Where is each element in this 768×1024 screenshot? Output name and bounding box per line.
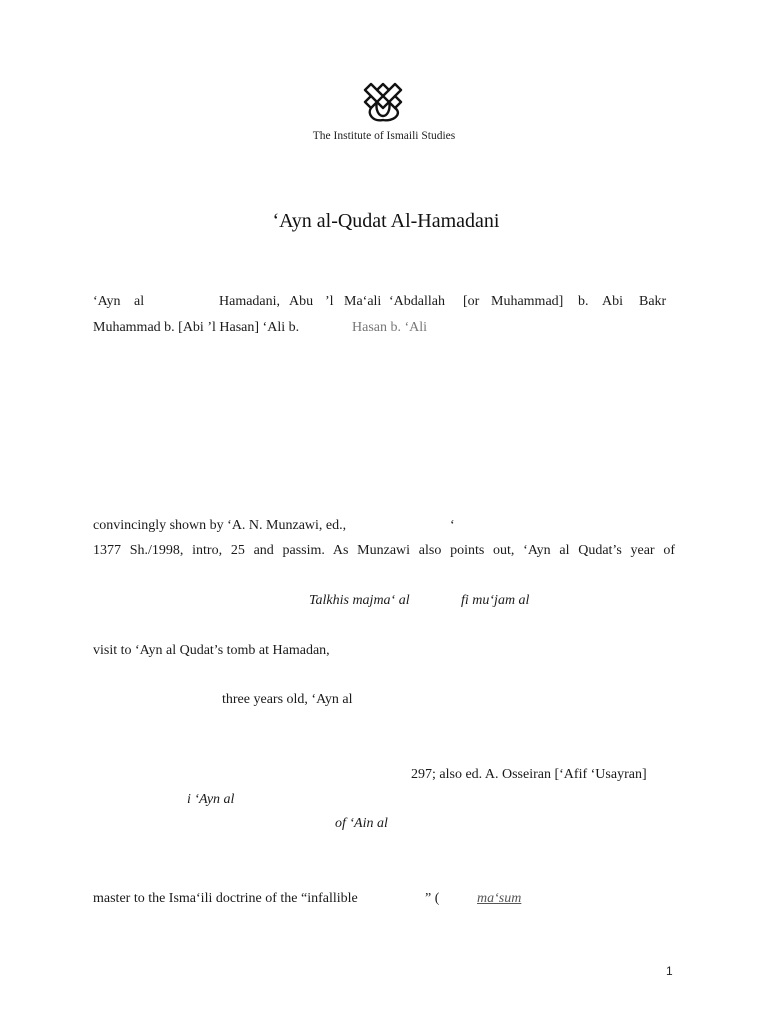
munzawi-line: convincingly shown by ‘A. N. Munzawi, ed., (93, 518, 347, 533)
word: ‘Ali (262, 320, 286, 335)
word: b. (578, 294, 589, 309)
para1-line2 (93, 319, 299, 337)
visit-line: visit to ‘Ayn al Qudat’s tomb at Hamadan, (93, 643, 330, 658)
word: Bakr (639, 294, 667, 309)
word: ‘Abdallah (389, 294, 445, 309)
talkhis-title-b: fi mu‘jam al (461, 593, 530, 608)
word: Ma‘ali (344, 294, 382, 309)
ain-italic: of ‘Ain al (335, 816, 388, 831)
word: Muhammad (93, 320, 161, 335)
quote-mark: ‘ (450, 518, 455, 533)
intro-text: 1377 Sh./1998, intro, 25 and passim. As Munzawi also points out, ‘Ayn al Qudat’s year of (93, 543, 675, 558)
masum-term: ma‘sum (477, 891, 522, 906)
three-years-line: three years old, ‘Ayn al (222, 692, 353, 707)
talkhis-title-a: Talkhis majma‘ al (309, 593, 410, 608)
ayn-italic: i ‘Ayn al (187, 792, 235, 807)
word: [Abi (178, 320, 204, 335)
para1-line2-grey: Hasan b. ‘Ali (352, 320, 428, 335)
page-number: 1 (666, 964, 673, 978)
word: ’l (325, 294, 334, 309)
word: al (134, 294, 145, 309)
word: [or (463, 294, 480, 309)
word: b. (164, 320, 175, 335)
iis-logo-icon (361, 80, 409, 124)
word: Hasan] (219, 320, 260, 335)
paren-open: ” ( (425, 891, 440, 906)
word: ‘Ayn (93, 294, 121, 309)
word: Abu (289, 294, 314, 309)
word: ’l (207, 320, 216, 335)
word: Hamadani, (219, 294, 281, 309)
para1-line1 (93, 293, 675, 311)
master-line: master to the Isma‘ili doctrine of the “infallible (93, 891, 358, 906)
word: Abi (602, 294, 623, 309)
institute-name: The Institute of Ismaili Studies (312, 130, 456, 142)
word: Muhammad] (491, 294, 564, 309)
word: b. (288, 320, 300, 335)
osseiran-line: 297; also ed. A. Osseiran [‘Afif ‘Usayran] (411, 767, 647, 782)
intro-line (93, 542, 675, 560)
page-title: ‘Ayn al-Qudat Al-Hamadani (272, 210, 500, 232)
